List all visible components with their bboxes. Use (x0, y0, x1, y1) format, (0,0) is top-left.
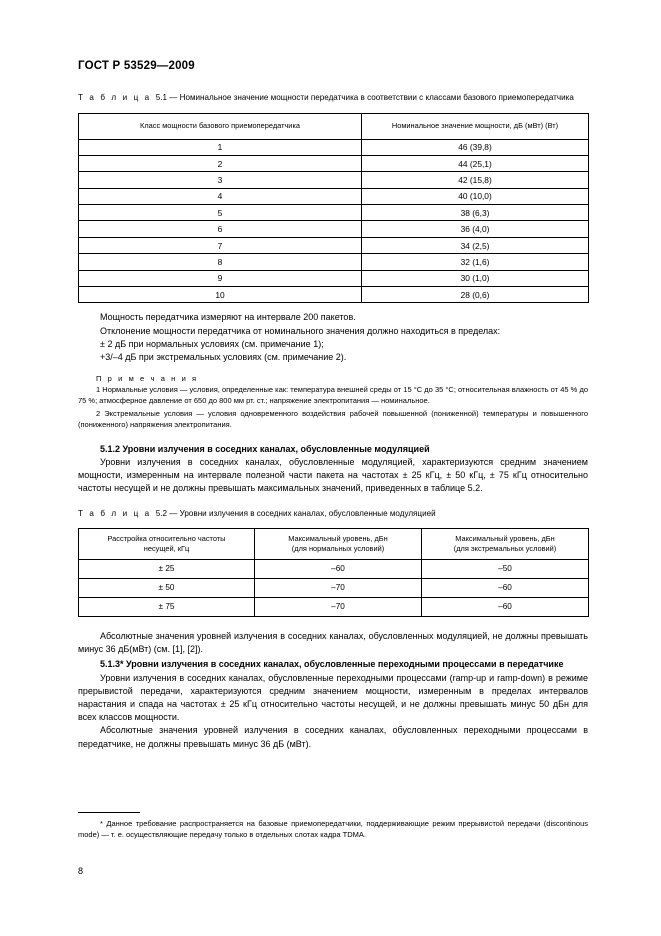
col-normal-line1: Максимальный уровень, дБн (288, 533, 388, 543)
cell-power: 34 (2,5) (362, 237, 589, 253)
table-row (79, 598, 589, 617)
table-5-1-col-power: Номинальное значение мощности, дБ (мВт) (Вт) (362, 113, 589, 139)
cell-class: 9 (79, 270, 362, 286)
section-5-1-2 (78, 443, 588, 496)
cell-power: 32 (1,6) (362, 254, 589, 270)
cell-class: 2 (79, 155, 362, 171)
table-5-1-caption-text: — Номинальное значение мощности передатчика в соответствии с классами базового приемопередатчика (169, 93, 574, 102)
table-row (79, 221, 589, 237)
footnote-body: Данное требование распространяется на базовые приемопередатчики, поддерживающие режим прерывистой передачи (discontinous mode) — т. е. осуществляющие передачу только в отдельных слотах кадра TDMA. (78, 819, 588, 840)
cell-class: 1 (79, 139, 362, 155)
cell-power: 42 (15,8) (362, 172, 589, 188)
section-5-1-2-heading: 5.1.2 Уровни излучения в соседних каналах, обусловленные модуляцией (100, 443, 430, 454)
section-5-1-3-body-1: Уровни излучения в соседних каналах, обусловленные переходными процессами (ramp-up и ramp-down) в режиме прерывистой передачи, характеризуются средним значением мощности, измеренным в пределах интервалов нарастания и спада на частотах ± 25 кГц относительно частоты несущей, и не должны превышать минус 50 дБн для всех классов мощности. (78, 672, 588, 723)
cell-class: 8 (79, 254, 362, 270)
table-5-1-col-class: Класс мощности базового приемопередатчика (79, 113, 362, 139)
footnote-text (78, 818, 588, 840)
extreme-conditions-line: +3/–4 дБ при экстремальных условиях (см. примечание 2). (100, 352, 347, 363)
deviation-line: Отклонение мощности передатчика от номинального значения должно находиться в пределах: (100, 325, 501, 336)
table-row (79, 155, 589, 171)
cell-class: 4 (79, 188, 362, 204)
section-5-1-3-body-2: Абсолютные значения уровней излучения в соседних каналах, обусловленных переходными процессами в передатчике, не должны превышать минус 36 дБ (мВт). (78, 725, 588, 749)
table-row (79, 270, 589, 286)
cell-normal: –70 (255, 579, 422, 598)
note-item-2: 2 Экстремальные условия — условия одновременного воздействия рабочей повышенной (пониженной) температуры и повышенного (пониженного) напряжения электропитания. (78, 408, 588, 429)
table-5-2-caption (78, 508, 588, 520)
table-row (79, 172, 589, 188)
cell-power: 44 (25,1) (362, 155, 589, 171)
cell-normal: –70 (255, 598, 422, 617)
cell-extreme: –60 (422, 579, 589, 598)
cell-extreme: –50 (422, 560, 589, 579)
cell-extreme: –60 (422, 598, 589, 617)
cell-power: 36 (4,0) (362, 221, 589, 237)
table-row (79, 579, 589, 598)
table-5-2-header-row (79, 529, 589, 560)
table-5-1-caption-number: 5.1 (155, 93, 168, 102)
table-5-2-caption-number: 5.2 (155, 508, 168, 518)
table-5-2-body (79, 560, 589, 617)
col-extreme-line2: (для экстремальных условий) (453, 544, 557, 553)
cell-power: 46 (39,8) (362, 139, 589, 155)
table-row (79, 560, 589, 579)
footnote-rule (78, 812, 140, 813)
normal-conditions-line: ± 2 дБ при нормальных условиях (см. примечание 1); (100, 338, 324, 349)
table-5-2-col-extreme (422, 529, 589, 560)
cell-class: 6 (79, 221, 362, 237)
table-5-2-col-offset (79, 529, 255, 560)
cell-power: 38 (6,3) (362, 205, 589, 221)
col-offset-line2: несущей, кГц (143, 544, 190, 553)
after-table-5-2-paragraph: Абсолютные значения уровней излучения в соседних каналах, обусловленных модуляцией, не должны превышать минус 36 дБ(мВт) (см. [1], [2]). (78, 631, 588, 655)
cell-offset: ± 50 (79, 579, 255, 598)
col-normal-line2: (для нормальных условий) (291, 544, 385, 553)
note-item-1: 1 Нормальные условия — условия, определенные как: температура внешней среды от 15 °С до 35 °С; относительная влажность от 45 % до 75 %; атмосферное давление от 650 до 800 мм рт. ст.; напряжение электропитания — номинальное. (78, 385, 588, 406)
table-5-2-col-normal (255, 529, 422, 560)
cell-offset: ± 75 (79, 598, 255, 617)
notes-title: П р и м е ч а н и я (96, 374, 199, 384)
measure-interval-line: Мощность передатчика измеряют на интервале 200 пакетов. (100, 312, 356, 323)
cell-power: 28 (0,6) (362, 287, 589, 303)
table-5-2-caption-label: Т а б л и ц а (78, 508, 152, 518)
section-5-1-2-body: Уровни излучения в соседних каналах, обусловленные модуляцией, характеризуются средним значением мощности, измеренным на интервале полезной части пакета на частотах ± 25 кГц, ± 50 кГц, ± 75 кГц относительно частоты несущей и не должны превышать максимальных значений, приведенных в таблице 5.2. (78, 456, 588, 494)
footnote-block (78, 812, 588, 840)
cell-class: 5 (79, 205, 362, 221)
cell-class: 3 (79, 172, 362, 188)
cell-normal: –60 (255, 560, 422, 579)
section-5-1-3-heading: 5.1.3* Уровни излучения в соседних каналах, обусловленные переходными процессами в передатчике (100, 659, 564, 670)
standard-header: ГОСТ Р 53529—2009 (78, 60, 195, 72)
after-table-5-1-block (78, 311, 588, 364)
table-5-1 (78, 113, 589, 304)
notes-block (78, 373, 588, 429)
section-5-1-3 (78, 658, 588, 750)
table-row (79, 237, 589, 253)
cell-power: 40 (10,0) (362, 188, 589, 204)
cell-offset: ± 25 (79, 560, 255, 579)
table-row (79, 139, 589, 155)
document-body (78, 92, 588, 751)
cell-class: 10 (79, 287, 362, 303)
footnote-marker: * (100, 819, 103, 828)
table-5-1-caption-label: Т а б л и ц а (78, 93, 152, 102)
table-row (79, 287, 589, 303)
table-5-1-body (79, 139, 589, 303)
page-number: 8 (78, 866, 84, 876)
table-row (79, 188, 589, 204)
col-offset-line1: Расстройка относительно частоты (107, 533, 226, 543)
table-5-2-caption-text: — Уровни излучения в соседних каналах, обусловленные модуляцией (169, 508, 436, 518)
table-row (79, 205, 589, 221)
cell-class: 7 (79, 237, 362, 253)
cell-power: 30 (1,0) (362, 270, 589, 286)
col-extreme-line1: Максимальный уровень, дБн (455, 533, 555, 543)
table-row (79, 254, 589, 270)
table-5-2 (78, 528, 589, 617)
table-5-1-caption (78, 92, 588, 104)
table-5-1-header-row (79, 113, 589, 139)
